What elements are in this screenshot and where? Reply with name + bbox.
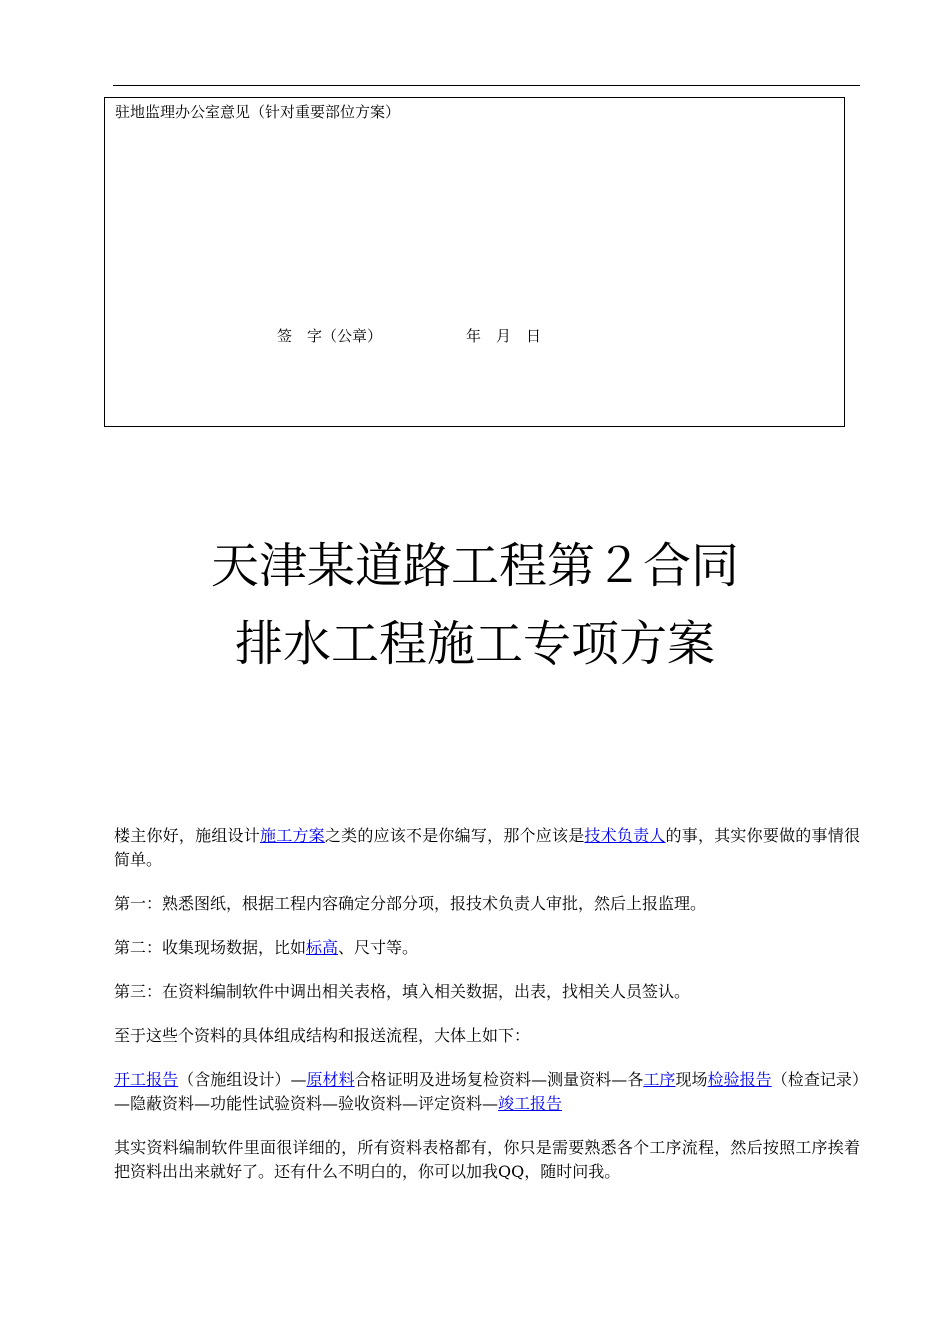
document-title-line-1: 天津某道路工程第２合同 xyxy=(210,538,739,594)
opinion-box-heading: 驻地监理办公室意见（针对重要部位方案） xyxy=(115,103,401,121)
signature-label: 签 字（公章） xyxy=(277,327,383,345)
link-inspection-report[interactable]: 检验报告 xyxy=(707,1070,772,1089)
link-raw-materials[interactable]: 原材料 xyxy=(306,1070,355,1089)
link-work-procedure[interactable]: 工序 xyxy=(643,1070,676,1089)
answer-body xyxy=(114,824,860,1204)
link-technical-lead[interactable]: 技术负责人 xyxy=(584,826,666,845)
link-construction-plan[interactable]: 施工方案 xyxy=(260,826,325,845)
paragraph-process-flow: 开工报告（含施组设计）—原材料合格证明及进场复检资料—测量资料—各工序现场检验报告（检查记录）—隐蔽资料—功能性试验资料—验收资料—评定资料—竣工报告 xyxy=(114,1070,860,1113)
link-elevation[interactable]: 标高 xyxy=(306,938,339,957)
paragraph-step-1: 第一：熟悉图纸，根据工程内容确定分部分项，报技术负责人审批，然后上报监理。 xyxy=(114,894,707,913)
supervision-opinion-box xyxy=(104,97,845,427)
paragraph-intro: 楼主你好，施组设计施工方案之类的应该不是你编写，那个应该是技术负责人的事，其实你要做的事情很简单。 xyxy=(114,826,860,869)
header-rule xyxy=(113,85,860,86)
signature-line xyxy=(277,326,541,346)
document-title-line-2: 排水工程施工专项方案 xyxy=(234,616,715,672)
link-start-report[interactable]: 开工报告 xyxy=(114,1070,179,1089)
link-completion-report[interactable]: 竣工报告 xyxy=(498,1094,563,1113)
paragraph-process-intro: 至于这些个资料的具体组成结构和报送流程，大体上如下： xyxy=(114,1026,531,1045)
paragraph-step-2: 第二：收集现场数据，比如标高、尺寸等。 xyxy=(114,938,419,957)
paragraph-step-3: 第三：在资料编制软件中调出相关表格，填入相关数据，出表，找相关人员签认。 xyxy=(114,982,691,1001)
date-label: 年 月 日 xyxy=(466,327,542,345)
paragraph-closing: 其实资料编制软件里面很详细的，所有资料表格都有，你只是需要熟悉各个工序流程，然后按照工序挨着把资料出出来就好了。还有什么不明白的，你可以加我QQ，随时问我。 xyxy=(114,1138,860,1181)
